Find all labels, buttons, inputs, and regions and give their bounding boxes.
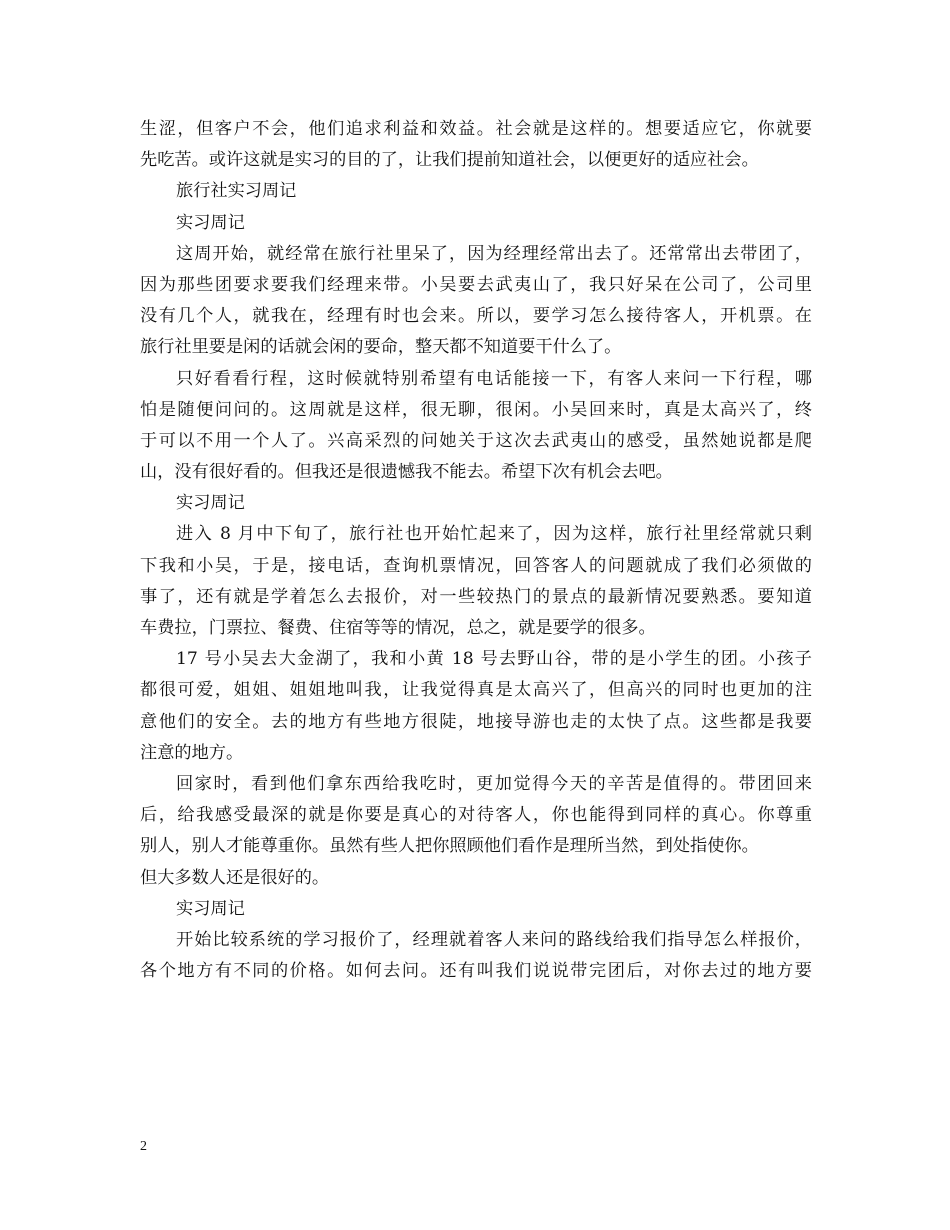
text-line: 注意的地方。 (140, 742, 244, 763)
text-line: 开始比较系统的学习报价了，经理就着客人来问的路线给我们指导怎么样报价， (176, 929, 812, 950)
text-line: 后，给我感受最深的就是你要是真心的对待客人，你也能得到同样的真心。你尊重 (140, 805, 812, 826)
text-line: 回家时，看到他们拿东西给我吃时，更加觉得今天的辛苦是值得的。带团回来 (176, 773, 812, 794)
text-line: 事了，还有就是学着怎么去报价，对一些较热门的景点的最新情况要熟悉。要知道 (140, 586, 812, 607)
text-line: 没有几个人，就我在，经理有时也会来。所以，要学习怎么接待客人，开机票。在 (140, 306, 812, 327)
text-line: 旅行社实习周记 (176, 181, 297, 202)
text-line: 意他们的安全。去的地方有些地方很陡，地接导游也走的太快了点。这些都是我要 (140, 711, 812, 732)
text-line: 别人，别人才能尊重你。虽然有些人把你照顾他们看作是理所当然，到处指使你。 (140, 836, 759, 857)
text-line: 生涩，但客户不会，他们追求利益和效益。社会就是这样的。想要适应它，你就要 (140, 119, 812, 139)
text-line: 17 号小吴去大金湖了，我和小黄 18 号去野山谷，带的是小学生的团。小孩子 (176, 649, 812, 670)
text-line: 各个地方有不同的价格。如何去问。还有叫我们说说带完团后，对你去过的地方要 (140, 961, 812, 982)
text-line: 但大多数人还是很好的。 (140, 867, 330, 888)
text-line: 车费拉，门票拉、餐费、住宿等等的情况，总之，就是要学的很多。 (140, 618, 656, 638)
text-line: 都很可爱，姐姐、姐姐地叫我，让我觉得真是太高兴了，但高兴的同时也更加的注 (140, 680, 812, 701)
text-line: 山，没有很好看的。但我还是很遗憾我不能去。希望下次有机会去吧。 (140, 462, 673, 483)
text-line: 旅行社里要是闲的话就会闲的要命，整天都不知道要干什么了。 (140, 337, 622, 358)
text-line: 进入 8 月中下旬了，旅行社也开始忙起来了，因为这样，旅行社里经常就只剩 (176, 524, 812, 545)
text-line: 实习周记 (176, 898, 245, 919)
text-line: 实习周记 (176, 212, 245, 233)
text-line: 只好看看行程，这时候就特别希望有电话能接一下，有客人来问一下行程，哪 (176, 368, 812, 389)
text-line: 这周开始，就经常在旅行社里呆了，因为经理经常出去了。还常常出去带团了， (176, 243, 812, 264)
page-number: 2 (140, 1139, 147, 1154)
text-line: 于可以不用一个人了。兴高采烈的问她关于这次去武夷山的感受，虽然她说都是爬 (140, 430, 812, 451)
document-body (140, 114, 812, 987)
text-line: 怕是随便问问的。这周就是这样，很无聊，很闲。小吴回来时，真是太高兴了，终 (140, 399, 812, 420)
text-line: 先吃苦。或许这就是实习的目的了，让我们提前知道社会，以便更好的适应社会。 (140, 150, 759, 171)
text-line: 因为那些团要求要我们经理来带。小吴要去武夷山了，我只好呆在公司了，公司里 (140, 274, 812, 295)
text-line: 实习周记 (176, 493, 245, 514)
text-line: 下我和小吴，于是，接电话，查询机票情况，回答客人的问题就成了我们必须做的 (140, 555, 812, 576)
